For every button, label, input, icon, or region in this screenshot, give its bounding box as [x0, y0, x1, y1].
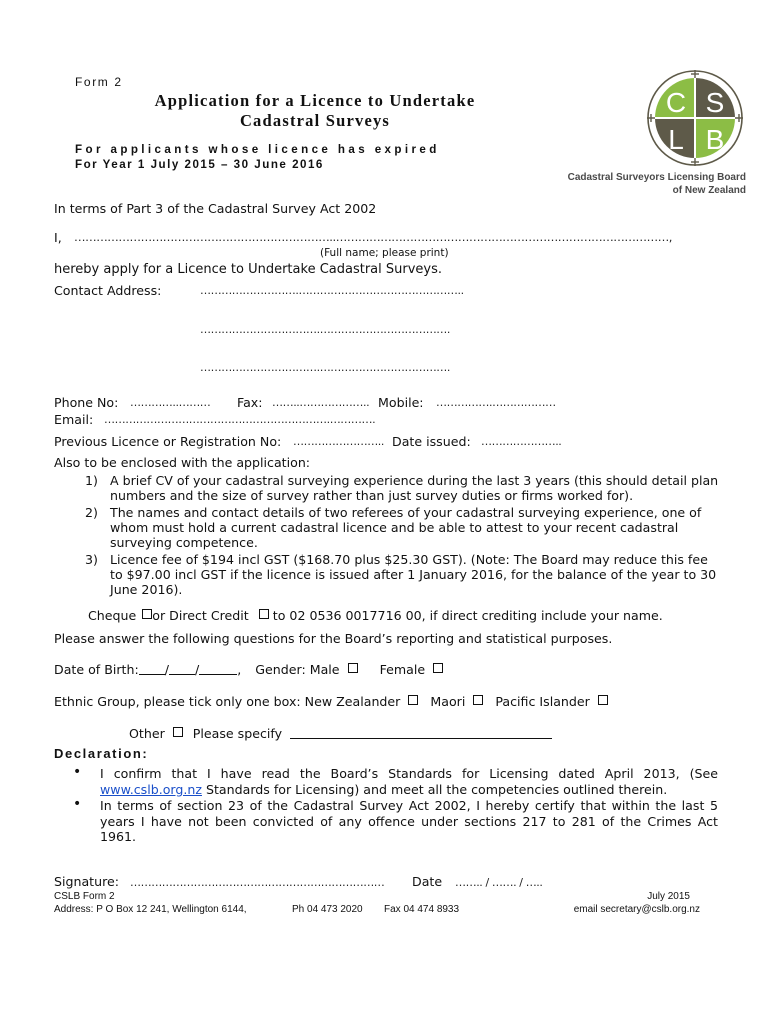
- logo-letter-s: S: [705, 87, 725, 118]
- previous-licence-field[interactable]: ……………………..: [293, 435, 384, 448]
- declaration-bullet-1-marker: •: [73, 764, 82, 780]
- logo-letter-b: B: [705, 124, 725, 155]
- male-label: Male: [309, 662, 340, 677]
- page-title-line1: Application for a Licence to Undertake: [154, 91, 476, 110]
- subtitle-expired: For applicants whose licence has expired: [75, 143, 440, 156]
- full-name-field[interactable]: ……………………………………………………………..………………………………………………………………………………,: [74, 230, 673, 244]
- contact-address-line3[interactable]: …………………………….……………………………….: [200, 361, 450, 374]
- new-zealander-label: New Zealander: [304, 694, 401, 709]
- apply-statement: hereby apply for a Licence to Undertake Cadastral Surveys.: [54, 262, 443, 277]
- date-issued-field[interactable]: …………………..: [481, 435, 562, 448]
- maori-checkbox[interactable]: [473, 695, 483, 705]
- enclosure-1-number: 1): [85, 473, 98, 488]
- contact-address-label: Contact Address:: [54, 283, 162, 298]
- payment-row: [88, 608, 663, 623]
- footer-date: July 2015: [647, 891, 690, 902]
- dob-comma: ,: [237, 662, 242, 677]
- date-label: Date: [412, 874, 443, 889]
- name-prefix: I,: [54, 230, 62, 245]
- signature-label: Signature:: [54, 874, 119, 889]
- mobile-label: Mobile:: [378, 395, 424, 410]
- ethnic-group-label: Ethnic Group, please tick only one box:: [54, 694, 301, 709]
- email-field[interactable]: ……………………………………………………….………….: [104, 413, 376, 426]
- pacific-islander-label: Pacific Islander: [495, 694, 590, 709]
- footer-form-ref: CSLB Form 2: [54, 891, 115, 902]
- previous-licence-label: Previous Licence or Registration No:: [54, 434, 282, 449]
- full-name-hint: (Full name; please print): [320, 247, 449, 259]
- contact-address-line1[interactable]: ……………………….………………………………………..: [200, 284, 464, 297]
- logo-caption-line2: of New Zealand: [672, 185, 746, 196]
- direct-credit-label: or Direct Credit: [152, 608, 249, 623]
- dob-month-field[interactable]: [169, 663, 195, 675]
- declaration-bullet-1-text-end: Standards for Licensing) and meet all the competencies outlined therein.: [206, 781, 668, 797]
- logo-letter-l: L: [668, 124, 684, 155]
- footer-address: Address: P O Box 12 241, Wellington 6144,: [54, 904, 247, 915]
- dob-label: Date of Birth:: [54, 662, 139, 677]
- phone-field[interactable]: …………..………: [130, 396, 211, 409]
- other-label: Other: [129, 726, 165, 741]
- pacific-islander-checkbox[interactable]: [598, 695, 608, 705]
- dob-day-field[interactable]: [139, 663, 165, 675]
- signature-field[interactable]: ………………………………………………………………: [130, 876, 385, 889]
- form-number: Form 2: [75, 75, 123, 89]
- declaration-heading: Declaration:: [54, 746, 149, 761]
- dob-separator-2: /: [194, 662, 200, 677]
- female-checkbox[interactable]: [433, 663, 443, 673]
- female-label: Female: [379, 662, 426, 677]
- fax-label: Fax:: [237, 395, 263, 410]
- dob-separator-1: /: [164, 662, 169, 677]
- cslb-logo: [556, 68, 756, 198]
- male-checkbox[interactable]: [348, 663, 358, 673]
- footer-fax: Fax 04 474 8933: [384, 904, 460, 915]
- cheque-label: Cheque: [88, 608, 137, 623]
- other-row: [129, 726, 552, 741]
- account-text: to 02 0536 0017716 00, if direct crediting include your name.: [272, 608, 663, 623]
- subtitle-year: For Year 1 July 2015 – 30 June 2016: [75, 158, 324, 171]
- new-zealander-checkbox[interactable]: [408, 695, 418, 705]
- direct-credit-checkbox[interactable]: [259, 609, 269, 619]
- enclosure-2-text: The names and contact details of two referees of your cadastral surveying experience, one of whom must hold a current cadastral licence and be able to attest to your recent cadastral surveying competence.: [110, 505, 702, 550]
- please-specify-label: Please specify: [192, 726, 283, 741]
- act-reference: In terms of Part 3 of the Cadastral Survey Act 2002: [54, 201, 377, 216]
- questions-intro: Please answer the following questions for the Board’s reporting and statistical purposes.: [54, 631, 613, 646]
- declaration-bullet-2: In terms of section 23 of the Cadastral Survey Act 2002, I hereby certify that within the last 5 years I have not been convicted of any offence under sections 217 to 281 of the Crimes Act 1961.: [100, 798, 718, 844]
- fax-field[interactable]: ……..………………..: [272, 396, 370, 409]
- cheque-checkbox[interactable]: [142, 609, 152, 619]
- cslb-logo-emblem: [556, 68, 756, 198]
- other-checkbox[interactable]: [173, 727, 183, 737]
- enclosure-3-number: 3): [85, 552, 98, 567]
- email-label: Email:: [54, 412, 94, 427]
- footer-email: email secretary@cslb.org.nz: [573, 904, 700, 915]
- please-specify-field[interactable]: [290, 727, 552, 739]
- ethnic-row: [54, 694, 608, 709]
- contact-address-line2[interactable]: …………………………….……………………………….: [200, 323, 450, 336]
- cslb-website-link[interactable]: www.cslb.org.nz: [100, 781, 202, 797]
- dob-gender-row: [54, 662, 443, 677]
- declaration-bullet-1: [100, 766, 718, 797]
- enclosure-1-text: A brief CV of your cadastral surveying experience during the last 3 years (this should detail plan numbers and the size of survey rather than just survey duties or firms worked for).: [110, 473, 719, 503]
- enclosure-2-number: 2): [85, 505, 98, 520]
- enclosure-3-text: Licence fee of $194 incl GST ($168.70 plus $25.30 GST). (Note: The Board may reduce this fee to $97.00 incl GST if the licence is issued after 1 January 2016, for the balance of the year to 30 June 2016).: [110, 552, 717, 597]
- maori-label: Maori: [430, 694, 466, 709]
- logo-letter-c: C: [665, 87, 687, 118]
- date-field[interactable]: …….. / ……. / …..: [455, 876, 543, 889]
- logo-caption-line1: Cadastral Surveyors Licensing Board: [567, 172, 746, 183]
- enclosures-heading: Also to be enclosed with the application:: [54, 455, 311, 470]
- footer-phone: Ph 04 473 2020: [292, 904, 363, 915]
- page-title-line2: Cadastral Surveys: [239, 111, 391, 130]
- mobile-field[interactable]: …………….………………: [436, 396, 556, 409]
- declaration-bullet-2-marker: •: [73, 796, 82, 812]
- dob-year-field[interactable]: [199, 663, 237, 675]
- gender-label: Gender:: [255, 662, 306, 677]
- date-issued-label: Date issued:: [392, 434, 471, 449]
- declaration-bullet-1-text: I confirm that I have read the Board’s Standards for Licensing dated April 2013, (See: [100, 766, 718, 781]
- phone-label: Phone No:: [54, 395, 119, 410]
